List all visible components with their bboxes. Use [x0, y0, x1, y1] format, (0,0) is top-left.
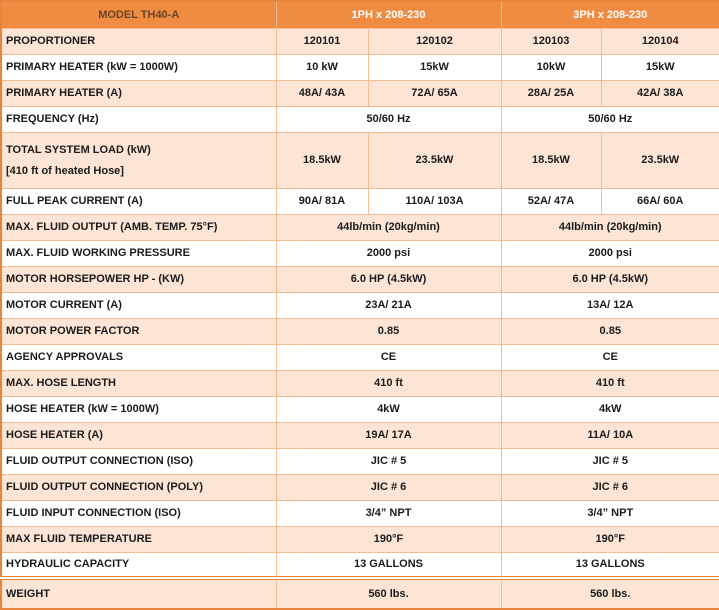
- value-cell: 52A/ 47A: [501, 188, 601, 214]
- value-cell: 4kW: [276, 396, 501, 422]
- row-label: MOTOR POWER FACTOR: [1, 318, 276, 344]
- value-cell: 18.5kW: [501, 132, 601, 188]
- value-cell: 120104: [601, 28, 719, 54]
- table-row: [1, 188, 719, 214]
- row-label: MOTOR CURRENT (A): [1, 292, 276, 318]
- value-cell: 3/4” NPT: [276, 500, 501, 526]
- value-cell: 50/60 Hz: [501, 106, 719, 132]
- value-cell: 13 GALLONS: [501, 552, 719, 578]
- row-label: MAX. FLUID OUTPUT (AMB. TEMP. 75°F): [1, 214, 276, 240]
- row-label: WEIGHT: [1, 578, 276, 609]
- value-cell: 6.0 HP (4.5kW): [501, 266, 719, 292]
- model-header: MODEL TH40-A: [1, 1, 276, 28]
- value-cell: CE: [276, 344, 501, 370]
- row-label: HYDRAULIC CAPACITY: [1, 552, 276, 578]
- value-cell: 0.85: [501, 318, 719, 344]
- value-cell: 120102: [368, 28, 501, 54]
- value-cell: 120101: [276, 28, 368, 54]
- value-cell: JIC # 6: [276, 474, 501, 500]
- value-cell: 42A/ 38A: [601, 80, 719, 106]
- table-row: [1, 80, 719, 106]
- value-cell: 560 lbs.: [501, 578, 719, 609]
- value-cell: 90A/ 81A: [276, 188, 368, 214]
- row-label: MAX FLUID TEMPERATURE: [1, 526, 276, 552]
- value-cell: 0.85: [276, 318, 501, 344]
- row-label: FLUID OUTPUT CONNECTION (POLY): [1, 474, 276, 500]
- table-row: [1, 240, 719, 266]
- table-row: [1, 578, 719, 609]
- table-row: [1, 526, 719, 552]
- value-cell: 19A/ 17A: [276, 422, 501, 448]
- value-cell: 28A/ 25A: [501, 80, 601, 106]
- value-cell: 3/4” NPT: [501, 500, 719, 526]
- value-cell: 190°F: [276, 526, 501, 552]
- table-row: [1, 214, 719, 240]
- value-cell: 120103: [501, 28, 601, 54]
- row-label: MAX. HOSE LENGTH: [1, 370, 276, 396]
- table-row: [1, 106, 719, 132]
- value-cell: 10 kW: [276, 54, 368, 80]
- row-label: FLUID INPUT CONNECTION (ISO): [1, 500, 276, 526]
- row-label: FULL PEAK CURRENT (A): [1, 188, 276, 214]
- value-cell: 18.5kW: [276, 132, 368, 188]
- table-row: [1, 552, 719, 578]
- row-label: MAX. FLUID WORKING PRESSURE: [1, 240, 276, 266]
- value-cell: 4kW: [501, 396, 719, 422]
- table-row: [1, 370, 719, 396]
- row-label: HOSE HEATER (A): [1, 422, 276, 448]
- col-group-1ph-header: 1PH x 208-230: [276, 1, 501, 28]
- value-cell: 15kW: [368, 54, 501, 80]
- value-cell: 410 ft: [276, 370, 501, 396]
- table-row: [1, 266, 719, 292]
- value-cell: 560 lbs.: [276, 578, 501, 609]
- header-row: [1, 1, 719, 28]
- value-cell: 410 ft: [501, 370, 719, 396]
- value-cell: 48A/ 43A: [276, 80, 368, 106]
- value-cell: 23.5kW: [601, 132, 719, 188]
- row-label: FLUID OUTPUT CONNECTION (ISO): [1, 448, 276, 474]
- value-cell: 10kW: [501, 54, 601, 80]
- table-row: [1, 132, 719, 188]
- row-label: TOTAL SYSTEM LOAD (kW) [410 ft of heated Hose]: [1, 132, 276, 188]
- table-row: [1, 448, 719, 474]
- value-cell: 23A/ 21A: [276, 292, 501, 318]
- table-row: [1, 292, 719, 318]
- value-cell: 44lb/min (20kg/min): [276, 214, 501, 240]
- value-cell: 13 GALLONS: [276, 552, 501, 578]
- row-label: HOSE HEATER (kW = 1000W): [1, 396, 276, 422]
- value-cell: 2000 psi: [276, 240, 501, 266]
- value-cell: 44lb/min (20kg/min): [501, 214, 719, 240]
- table-row: [1, 318, 719, 344]
- value-cell: 50/60 Hz: [276, 106, 501, 132]
- table-row: [1, 28, 719, 54]
- table-row: [1, 500, 719, 526]
- row-label: AGENCY APPROVALS: [1, 344, 276, 370]
- row-label: PROPORTIONER: [1, 28, 276, 54]
- value-cell: CE: [501, 344, 719, 370]
- value-cell: 72A/ 65A: [368, 80, 501, 106]
- table-row: [1, 344, 719, 370]
- value-cell: 13A/ 12A: [501, 292, 719, 318]
- row-label: PRIMARY HEATER (kW = 1000W): [1, 54, 276, 80]
- value-cell: JIC # 6: [501, 474, 719, 500]
- row-label: FREQUENCY (Hz): [1, 106, 276, 132]
- row-label: PRIMARY HEATER (A): [1, 80, 276, 106]
- value-cell: 66A/ 60A: [601, 188, 719, 214]
- value-cell: 23.5kW: [368, 132, 501, 188]
- value-cell: JIC # 5: [276, 448, 501, 474]
- table-row: [1, 474, 719, 500]
- value-cell: 2000 psi: [501, 240, 719, 266]
- table-row: [1, 396, 719, 422]
- col-group-3ph-header: 3PH x 208-230: [501, 1, 719, 28]
- value-cell: 11A/ 10A: [501, 422, 719, 448]
- row-label: MOTOR HORSEPOWER HP - (KW): [1, 266, 276, 292]
- value-cell: 110A/ 103A: [368, 188, 501, 214]
- table-row: [1, 422, 719, 448]
- value-cell: 15kW: [601, 54, 719, 80]
- value-cell: JIC # 5: [501, 448, 719, 474]
- value-cell: 6.0 HP (4.5kW): [276, 266, 501, 292]
- table-row: [1, 54, 719, 80]
- value-cell: 190°F: [501, 526, 719, 552]
